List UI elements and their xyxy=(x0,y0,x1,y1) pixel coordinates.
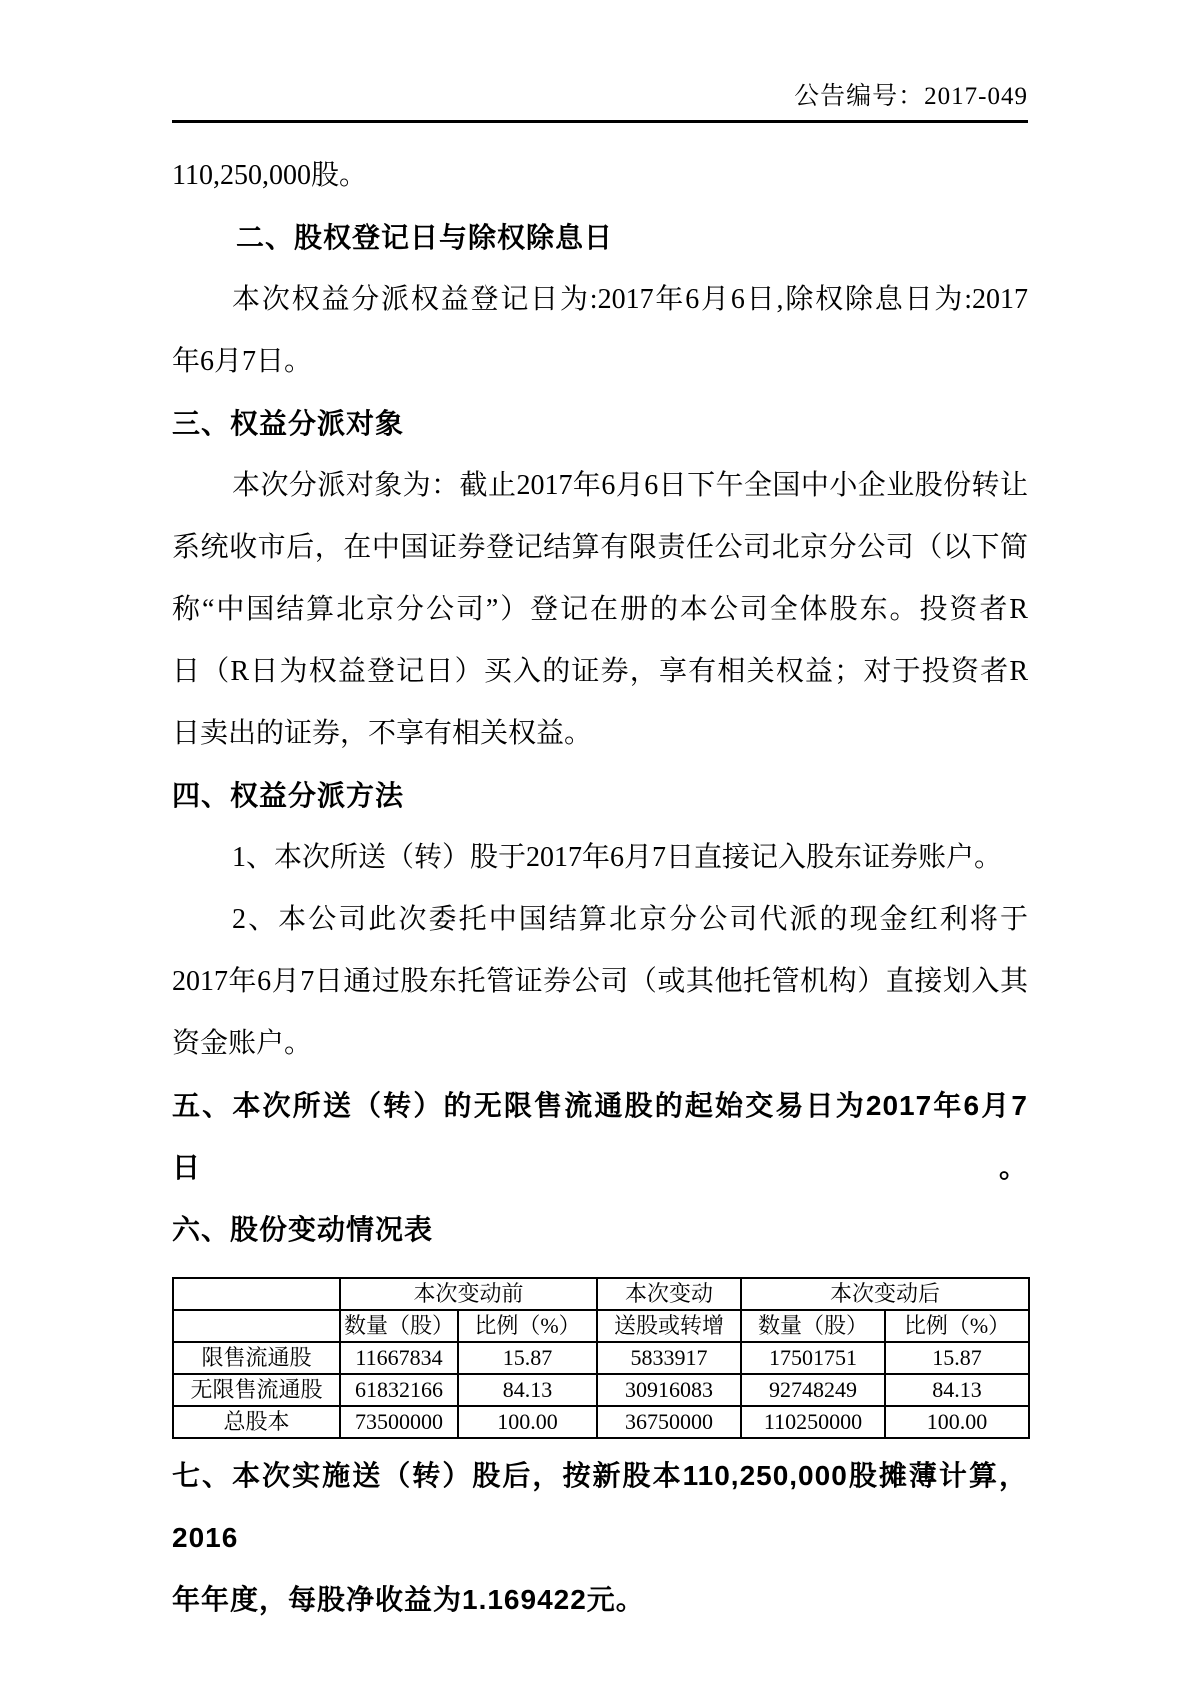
group-header-after: 本次变动后 xyxy=(741,1278,1029,1310)
table-cell: 15.87 xyxy=(458,1342,597,1374)
table-corner-cell xyxy=(173,1278,340,1310)
section-4-item-2-line: 2017年6月7日通过股东托管证券公司（或其他托管机构）直接划入其 xyxy=(172,966,1028,997)
section-4-item-2-line: 资金账户。 xyxy=(172,1028,313,1059)
table-cell: 17501751 xyxy=(741,1342,885,1374)
table-cell: 100.00 xyxy=(885,1406,1029,1438)
section-2-heading: 二、股权登记日与除权除息日 xyxy=(236,222,614,253)
section-4-heading: 四、权益分派方法 xyxy=(172,780,405,811)
row-label: 总股本 xyxy=(173,1406,340,1438)
table-row xyxy=(173,1342,1029,1374)
table-cell: 110250000 xyxy=(741,1406,885,1438)
announcement-number: 公告编号：2017-049 xyxy=(794,83,1028,110)
table-cell: 36750000 xyxy=(597,1406,741,1438)
row-label: 无限售流通股 xyxy=(173,1374,340,1406)
section-2-paragraph-line: 年6月7日。 xyxy=(172,346,313,377)
table-cell: 15.87 xyxy=(885,1342,1029,1374)
table-cell: 92748249 xyxy=(741,1374,885,1406)
page-header xyxy=(172,0,1028,123)
col-header: 送股或转增 xyxy=(597,1310,741,1342)
section-3-paragraph-line: 称“中国结算北京分公司”）登记在册的本公司全体股东。投资者R xyxy=(172,594,1028,625)
section-4-item-2-line: 2、本公司此次委托中国结算北京分公司代派的现金红利将于 xyxy=(232,904,1028,935)
section-3-paragraph-line: 系统收市后，在中国证券登记结算有限责任公司北京分公司（以下简 xyxy=(172,532,1028,563)
row-label: 限售流通股 xyxy=(173,1342,340,1374)
table-row xyxy=(173,1374,1029,1406)
col-header: 数量（股） xyxy=(741,1310,885,1342)
table-cell: 84.13 xyxy=(458,1374,597,1406)
share-change-table xyxy=(172,1277,1030,1439)
table-group-header-row xyxy=(173,1278,1029,1310)
table-cell: 100.00 xyxy=(458,1406,597,1438)
table-column-header-row xyxy=(173,1310,1029,1342)
section-7-line: 七、本次实施送（转）股后，按新股本110,250,000股摊薄计算，2016 xyxy=(172,1460,1028,1553)
group-header-change: 本次变动 xyxy=(597,1278,741,1310)
section-2-paragraph-line: 本次权益分派权益登记日为:2017年6月6日,除权除息日为:2017 xyxy=(232,284,1028,315)
table-cell: 84.13 xyxy=(885,1374,1029,1406)
table-cell: 61832166 xyxy=(340,1374,458,1406)
document-body xyxy=(172,145,1028,1631)
table-corner-cell xyxy=(173,1310,340,1342)
section-5-heading: 五、本次所送（转）的无限售流通股的起始交易日为2017年6月7日。 xyxy=(172,1090,1028,1183)
section-3-heading: 三、权益分派对象 xyxy=(172,408,405,439)
table-row xyxy=(173,1406,1029,1438)
table-cell: 30916083 xyxy=(597,1374,741,1406)
col-header: 比例（%） xyxy=(458,1310,597,1342)
section-3-paragraph-line: 日（R日为权益登记日）买入的证券，享有相关权益；对于投资者R xyxy=(172,656,1028,687)
section-4-item-1: 1、本次所送（转）股于2017年6月7日直接记入股东证券账户。 xyxy=(232,842,1003,873)
section-6-heading: 六、股份变动情况表 xyxy=(172,1214,434,1245)
col-header: 比例（%） xyxy=(885,1310,1029,1342)
section-7-line: 年年度，每股净收益为1.169422元。 xyxy=(172,1584,645,1615)
section-3-paragraph-line: 本次分派对象为：截止2017年6月6日下午全国中小企业股份转让 xyxy=(232,470,1028,501)
table-cell: 73500000 xyxy=(340,1406,458,1438)
table-cell: 11667834 xyxy=(340,1342,458,1374)
group-header-before: 本次变动前 xyxy=(340,1278,597,1310)
total-shares-line: 110,250,000股。 xyxy=(172,160,367,191)
section-3-paragraph-line: 日卖出的证券，不享有相关权益。 xyxy=(172,718,593,749)
col-header: 数量（股） xyxy=(340,1310,458,1342)
table-cell: 5833917 xyxy=(597,1342,741,1374)
